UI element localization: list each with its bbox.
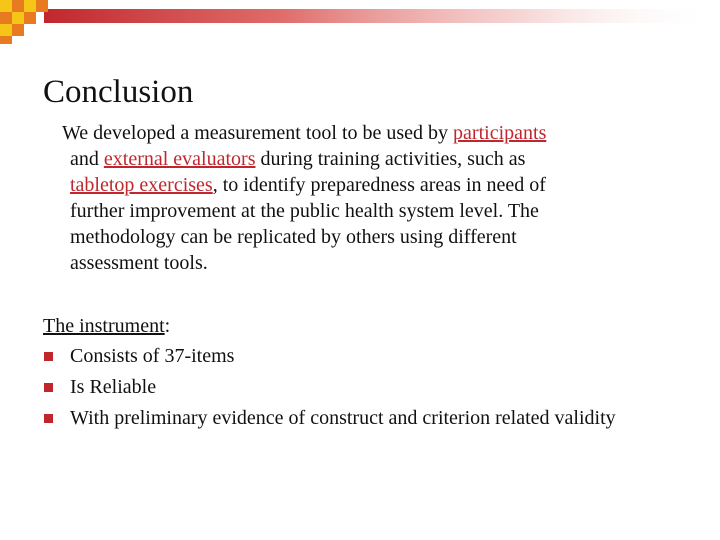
paragraph-line-1 <box>62 120 662 146</box>
paragraph-text-2: and <box>70 148 104 170</box>
instrument-heading: The instrument <box>43 315 165 337</box>
bullet-text: With preliminary evidence of construct and criterion related validity <box>70 407 616 429</box>
paragraph-text-3: during training activities, such as <box>255 148 526 170</box>
paragraph-line-4: further improvement at the public health system level. The <box>70 200 539 222</box>
header-banner <box>0 0 720 44</box>
conclusion-paragraph <box>62 120 662 276</box>
bullet-square-icon <box>44 352 53 361</box>
list-item <box>43 374 663 400</box>
bullet-square-icon <box>44 414 53 423</box>
instrument-bullet-list <box>43 343 663 431</box>
paragraph-text-1: We developed a measurement tool to be used by <box>62 122 454 144</box>
instrument-section <box>43 313 663 436</box>
bullet-text: Is Reliable <box>70 376 157 398</box>
paragraph-text-4: , to identify preparedness areas in need of <box>212 174 546 196</box>
paragraph-line-6: assessment tools. <box>70 252 208 274</box>
paragraph-line-2 <box>62 146 662 172</box>
external-evaluators-link[interactable]: external evaluators <box>103 148 256 170</box>
slide-title: Conclusion <box>43 74 194 110</box>
list-item <box>43 405 660 431</box>
bullet-square-icon <box>44 383 53 392</box>
instrument-heading-line <box>43 313 663 339</box>
bullet-text: Consists of 37-items <box>70 345 235 367</box>
tabletop-exercises-link[interactable]: tabletop exercises <box>70 174 213 196</box>
header-banner-graphic <box>0 0 720 44</box>
paragraph-line-5: methodology can be replicated by others using different <box>70 226 517 248</box>
instrument-heading-colon: : <box>164 315 171 337</box>
participants-link[interactable]: participants <box>453 122 547 144</box>
paragraph-line-3 <box>62 172 662 198</box>
list-item <box>43 343 663 369</box>
